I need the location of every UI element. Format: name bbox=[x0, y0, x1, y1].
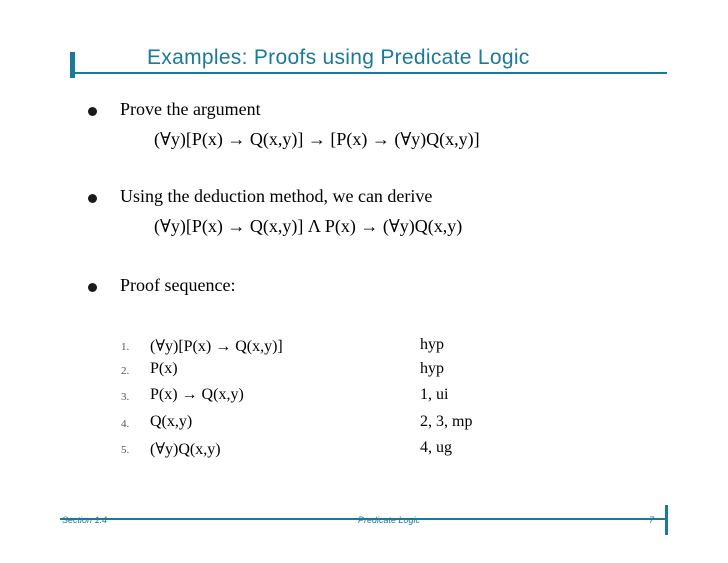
step-number: 3. bbox=[121, 391, 130, 403]
step-number: 2. bbox=[121, 365, 130, 377]
step-justification: 4, ug bbox=[420, 439, 452, 456]
bullet-text: Prove the argument bbox=[120, 99, 261, 119]
bullet-dot bbox=[88, 283, 97, 292]
footer-accent-bar bbox=[665, 505, 668, 535]
step-number: 1. bbox=[121, 341, 130, 353]
bullet-dot bbox=[88, 194, 97, 203]
deduction-formula: (∀y)[P(x) → Q(x,y)] Λ P(x) → (∀y)Q(x,y) bbox=[154, 216, 463, 236]
step-statement: P(x) bbox=[150, 360, 178, 377]
step-statement: P(x) → Q(x,y) bbox=[150, 386, 244, 403]
bullet-dot bbox=[88, 107, 97, 116]
footer-section: Section 1.4 bbox=[62, 515, 108, 525]
step-justification: hyp bbox=[420, 360, 444, 377]
step-number: 4. bbox=[121, 418, 130, 430]
bullet-text: Proof sequence: bbox=[120, 275, 236, 295]
step-justification: 1, ui bbox=[420, 386, 449, 403]
step-statement: (∀y)[P(x) → Q(x,y)] bbox=[150, 338, 283, 355]
footer-topic: Predicate Logic bbox=[358, 515, 421, 525]
step-number: 5. bbox=[121, 444, 130, 456]
argument-formula: (∀y)[P(x) → Q(x,y)] → [P(x) → (∀y)Q(x,y)] bbox=[154, 129, 480, 149]
step-statement: Q(x,y) bbox=[150, 413, 193, 430]
step-statement: (∀y)Q(x,y) bbox=[150, 441, 221, 458]
title-rule bbox=[74, 72, 667, 74]
title-accent-bar bbox=[70, 52, 75, 78]
bullet-text: Using the deduction method, we can derive bbox=[120, 186, 433, 206]
page-number: 7 bbox=[649, 515, 655, 525]
slide-title: Examples: Proofs using Predicate Logic bbox=[147, 46, 530, 69]
step-justification: 2, 3, mp bbox=[420, 413, 473, 430]
step-justification: hyp bbox=[420, 336, 444, 353]
